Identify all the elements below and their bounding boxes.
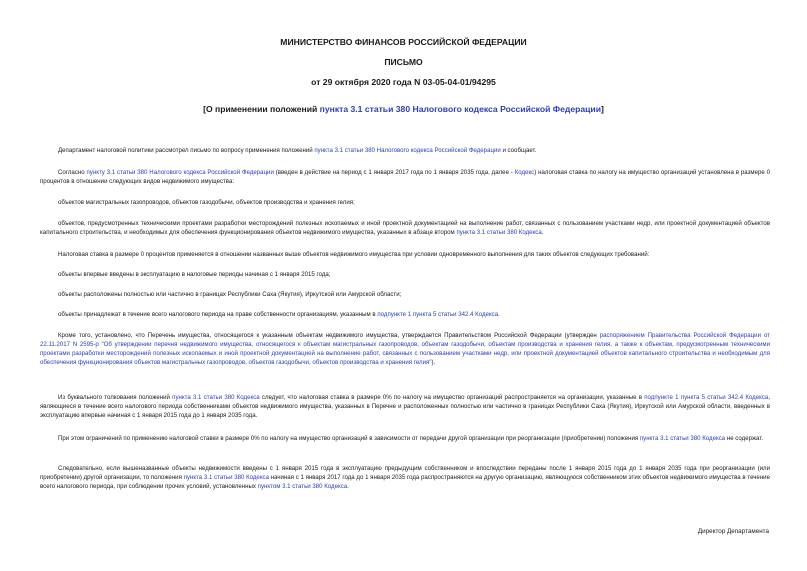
law-link[interactable]: пункта 3.1 статьи 380 Налогового кодекса Российской Федерации xyxy=(314,147,501,154)
paragraph-8 xyxy=(40,310,770,319)
text: Из буквального толкования положений xyxy=(58,394,173,401)
code-link[interactable]: Кодекс xyxy=(514,169,535,176)
text: следует, что налоговая ставка в размере 0% по налогу на имущество организаций распространяется на организации, указанные в xyxy=(259,394,645,401)
law-link[interactable]: пунктом 3.1 статьи 380 Кодекса xyxy=(257,483,348,490)
title-suffix: ] xyxy=(601,104,604,114)
law-link[interactable]: подпункте 1 пункта 5 статьи 342.4 Кодекса xyxy=(377,311,499,318)
law-link[interactable]: пункта 3.1 статьи 380 Кодекса xyxy=(456,229,542,236)
ministry-heading: МИНИСТЕРСТВО ФИНАНСОВ РОССИЙСКОЙ ФЕДЕРАЦИИ xyxy=(280,37,527,47)
text: и сообщает. xyxy=(500,147,537,154)
text: . xyxy=(347,483,349,490)
paragraph-9 xyxy=(40,331,770,367)
paragraph-12 xyxy=(40,464,770,491)
text: Следовательно, если вышеназванные объекты недвижимости введены с 1 января 2015 года в эксплуатацию предыдущим собственником и впоследствии переданы после 1 января 2015 года до 1 января 2035 года при реорганизации (или приобретении) другой организации, то положения xyxy=(40,465,770,481)
law-link[interactable]: пункта 3.1 статьи 380 Кодекса xyxy=(183,474,269,481)
decree-link[interactable]: распоряжением Правительства Российской Федерации от 22.11.2017 N 2595-р "Об утверждении перечня недвижимого имущества, относящегося к объектам магистральных газопроводов, объектам газодобычи, объектам производства и хранения гелия, а также к объектам, предусмотренным техническими проектами разработки месторождений полезных ископаемых и иной проектной документацией на выполнение работ, связанных с пользованием участками недр, или проектной документацией объектов капитального строительства и необходимым для обеспечения функционирования объектов магистральных газопроводов, объектов газодобычи, объектов производства и хранения гелия" xyxy=(40,332,770,366)
text: объекты принадлежат в течение всего налогового периода на праве собственности организациям, указанным в xyxy=(58,311,378,318)
law-link[interactable]: пункта 3.1 статьи 380 Кодекса xyxy=(639,435,726,442)
signature: Директор Департамента xyxy=(697,528,769,535)
text: . xyxy=(541,229,544,236)
text: Кроме того, установлено, что Перечень имущества, относящегося к указанным объектам недвижимого имущества, утверждается Правительством Российской Федерации (утвержден xyxy=(58,332,600,339)
paragraph-3: объектов магистральных газопроводов, объектов газодобычи, объектов производства и хранения гелия; xyxy=(58,199,355,206)
text: . xyxy=(498,311,500,318)
text: При этом ограничений по применению налоговой ставки в размере 0% по налогу на имущество организаций в зависимости от передачи другой организации при реорганизации (приобретении) положения xyxy=(58,435,640,442)
title-law-link[interactable]: пункта 3.1 статьи 380 Налогового кодекса Российской Федерации xyxy=(319,104,601,114)
text: Согласно xyxy=(58,169,87,176)
text: начиная с 1 января 2017 года до 1 января 2035 года распространяются на другую организацию, являющуюся собственником этих объектов недвижимого имущества в течение всего налогового периода, при соблюдении прочих условий, установленных xyxy=(40,474,770,490)
law-link[interactable]: подпункте 1 пункта 5 статьи 342.4 Кодекса xyxy=(644,394,769,401)
paragraph-7: объекты расположены полностью или частично в границах Республики Саха (Якутия), Иркутской или Амурской области; xyxy=(58,291,402,298)
text: , являющиеся в течение всего налогового периода собственниками объектов недвижимого имущества, указанных в Перечне и расположенных полностью или частично в границах Республики Саха (Якутия), Иркутской или Амурской области, введенных в эксплуатацию впервые начиная с 1 января 2015 года до 1 января 2035 года. xyxy=(40,394,770,419)
paragraph-5: Налоговая ставка в размере 0 процентов применяется в отношении названных выше объектов недвижимого имущества при условии одновременного выполнения для таких объектов следующих требований: xyxy=(58,251,650,258)
paragraph-4 xyxy=(40,219,770,237)
document-date-number: от 29 октября 2020 года N 03-05-04-01/94295 xyxy=(311,77,496,87)
text: ). xyxy=(431,359,436,366)
law-link[interactable]: пункту 3.1 статьи 380 Налогового кодекса Российской Федерации xyxy=(86,169,274,176)
text: не содержат. xyxy=(725,435,764,442)
document-type: ПИСЬМО xyxy=(384,57,423,67)
paragraph-6: объекты впервые введены в эксплуатацию в налоговые периоды начиная с 1 января 2015 года; xyxy=(58,271,331,278)
paragraph-10 xyxy=(40,393,770,420)
text: (введен в действие на период с 1 января 2017 года по 1 января 2035 года, далее - xyxy=(273,169,515,176)
title-prefix: [О применении положений xyxy=(203,104,320,114)
text: объектов, предусмотренных техническими проектами разработки месторождений полезных ископаемых и иной проектной документацией на выполнение работ, связанных с пользованием участками недр, или проектной документацией объектов капитального строительства, и необходимых для обеспечения функционирования объектов недвижимого имущества, указанных в абзаце втором xyxy=(40,220,770,236)
text: ) налоговая ставка по налогу на имущество организаций установлена в размере 0 процентов в отношении следующих видов недвижимого имущества: xyxy=(40,169,770,185)
law-link[interactable]: пункта 3.1 статьи 380 Кодекса xyxy=(172,394,260,401)
text: Департамент налоговой политики рассмотрел письмо по вопросу применения положений xyxy=(58,147,315,154)
paragraph-2 xyxy=(40,168,770,186)
paragraph-11 xyxy=(40,434,770,443)
document-title xyxy=(0,104,807,114)
paragraph-1 xyxy=(40,146,770,155)
